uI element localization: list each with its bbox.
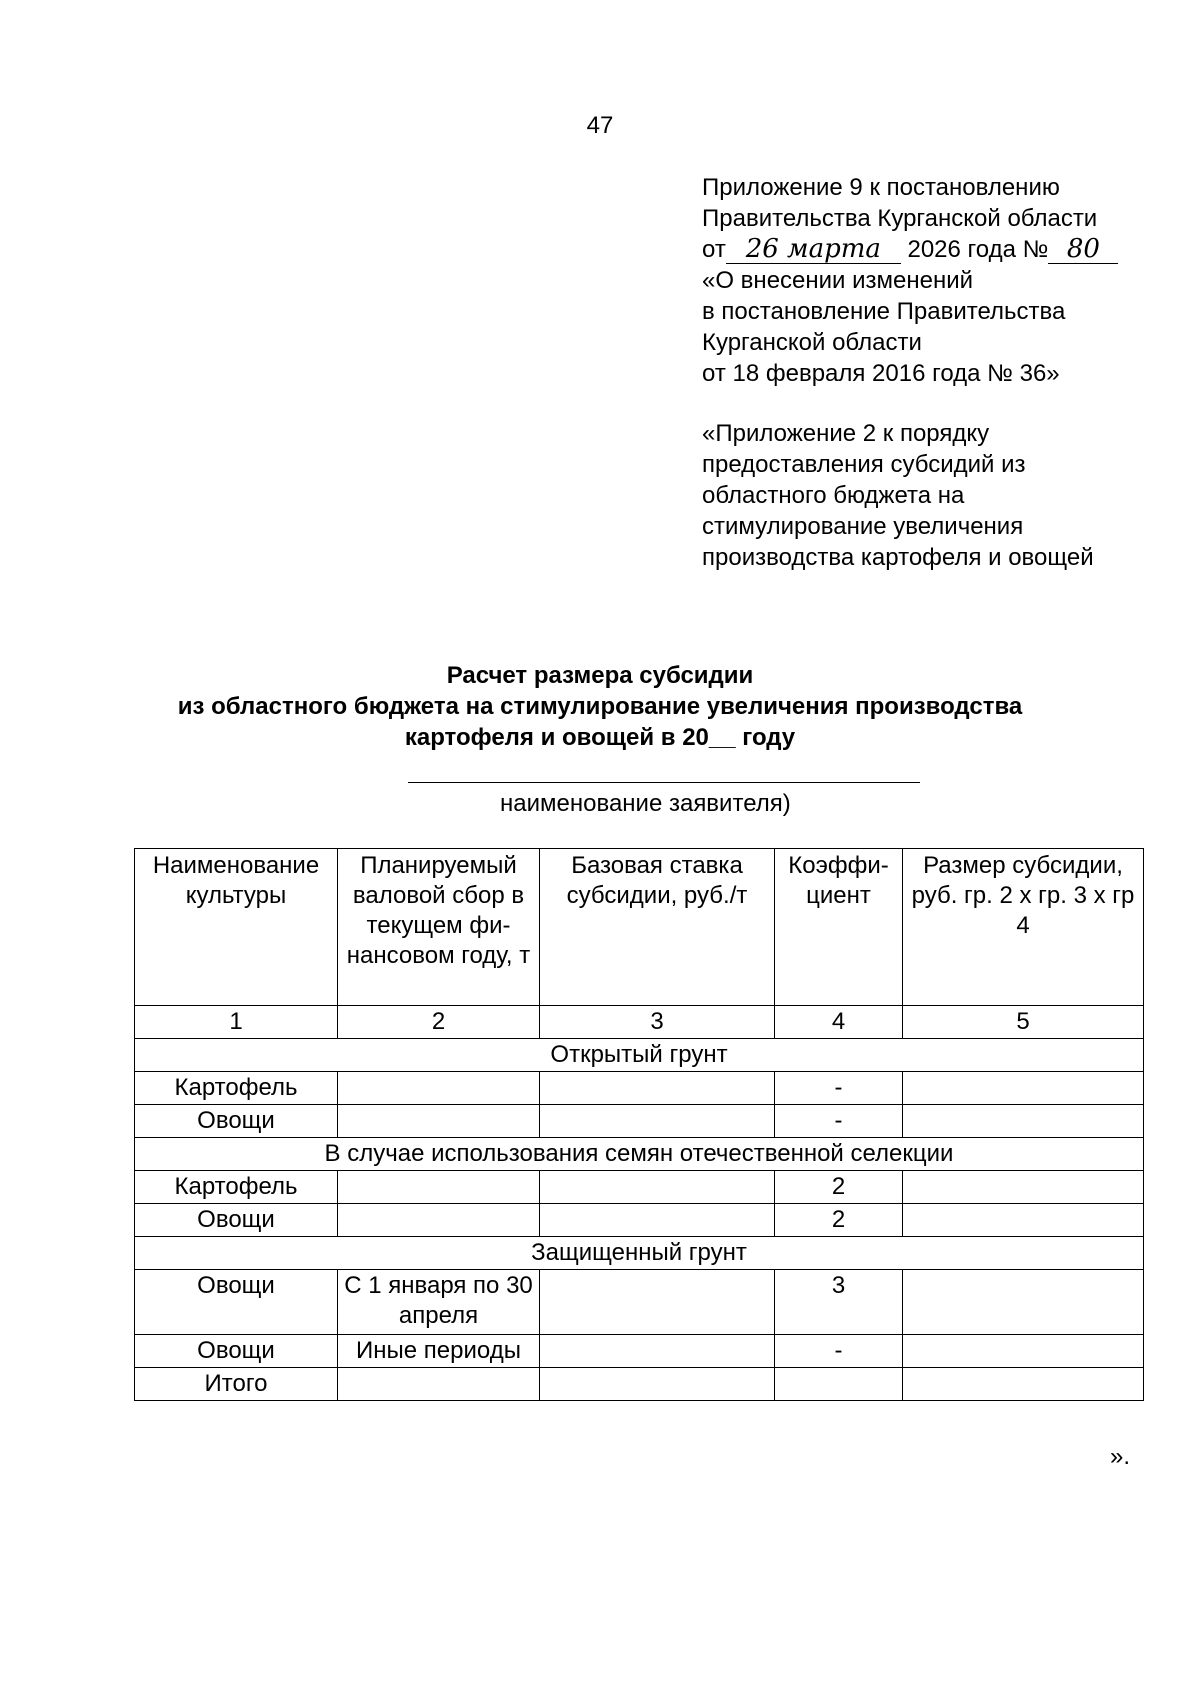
appendix-b-line: областного бюджета на [702,482,965,509]
column-number-row [135,1006,1144,1039]
column-number: 4 [775,1006,903,1039]
rate-cell [540,1204,775,1237]
header-cell: Наименование культуры [135,849,338,1006]
size-cell [903,1204,1144,1237]
title-line: из областного бюджета на стимулирование увеличения производства [177,693,1023,720]
header-cell: Базовая ставка субсидии, руб./т [540,849,775,1006]
size-cell [903,1171,1144,1204]
rate-cell [540,1105,775,1138]
column-number: 2 [338,1006,540,1039]
header-cell: Коэффи-циент [775,849,903,1006]
crop-cell: Овощи [135,1204,338,1237]
appendix-b-line: предоставления субсидий из [702,451,1026,478]
rate-cell [540,1270,775,1335]
size-cell [903,1072,1144,1105]
appendix-a-line: от 18 февраля 2016 года № 36» [702,360,1060,387]
size-cell [903,1368,1144,1401]
section-title: В случае использования семян отечественной селекции [135,1138,1144,1171]
coef-cell: - [775,1105,903,1138]
table-row [135,1171,1144,1204]
coef-cell: 2 [775,1171,903,1204]
year-text: 2026 года № [907,236,1049,263]
appendix-2-block [702,418,1172,573]
coef-cell: 3 [775,1270,903,1335]
applicant-caption: наименование заявителя) [500,790,791,817]
crop-cell: Картофель [135,1072,338,1105]
handwritten-date: 26 марта [726,237,901,264]
appendix-b-line: «Приложение 2 к порядку [702,420,990,447]
page-number: 47 [586,112,614,139]
subsidy-table [134,848,1144,1401]
column-number: 5 [903,1006,1144,1039]
section-header-row [135,1138,1144,1171]
header-cell: Планируемый валовой сбор в текущем фи-нансовом году, т [338,849,540,1006]
total-row [135,1368,1144,1401]
harvest-cell [338,1072,540,1105]
header-cell: Размер субсидии, руб. гр. 2 х гр. 3 х гр 4 [903,849,1144,1006]
crop-cell: Овощи [135,1335,338,1368]
rate-cell [540,1335,775,1368]
rate-cell [540,1072,775,1105]
table-row [135,1105,1144,1138]
size-cell [903,1105,1144,1138]
harvest-cell [338,1368,540,1401]
appendix-a-line: Приложение 9 к постановлению [702,174,1060,201]
table-row [135,1072,1144,1105]
harvest-cell [338,1171,540,1204]
applicant-blank-line [408,782,920,783]
appendix-a-line: «О внесении изменений [702,267,974,294]
closing-quote-mark: ». [1110,1443,1131,1470]
appendix-9-block [702,172,1172,389]
column-number: 3 [540,1006,775,1039]
harvest-cell [338,1105,540,1138]
table-row [135,1270,1144,1335]
size-cell [903,1270,1144,1335]
coef-cell: 2 [775,1204,903,1237]
harvest-cell [338,1204,540,1237]
harvest-cell: С 1 января по 30 апреля [338,1270,540,1335]
crop-cell: Овощи [135,1105,338,1138]
appendix-a-line: Курганской области [702,329,922,356]
appendix-a-line: Правительства Курганской области [702,205,1098,232]
section-header-row [135,1237,1144,1270]
column-number: 1 [135,1006,338,1039]
appendix-b-line: производства картофеля и овощей [702,544,1094,571]
appendix-a-line: в постановление Правительства [702,298,1066,325]
table-row [135,1204,1144,1237]
coef-cell [775,1368,903,1401]
coef-cell: - [775,1335,903,1368]
section-title: Защищенный грунт [135,1237,1144,1270]
from-prefix: от [702,236,726,263]
crop-cell: Итого [135,1368,338,1401]
section-title: Открытый грунт [135,1039,1144,1072]
size-cell [903,1335,1144,1368]
title-line: Расчет размера субсидии [446,662,754,689]
document-title [0,660,1200,753]
table-row [135,1335,1144,1368]
crop-cell: Картофель [135,1171,338,1204]
section-header-row [135,1039,1144,1072]
coef-cell: - [775,1072,903,1105]
appendix-a-date-line [702,234,1172,265]
crop-cell: Овощи [135,1270,338,1335]
rate-cell [540,1368,775,1401]
handwritten-number: 80 [1048,237,1118,264]
rate-cell [540,1171,775,1204]
title-line: картофеля и овощей в 20__ году [404,724,796,751]
table-header-row [135,849,1144,1006]
harvest-cell: Иные периоды [338,1335,540,1368]
appendix-b-line: стимулирование увеличения [702,513,1024,540]
